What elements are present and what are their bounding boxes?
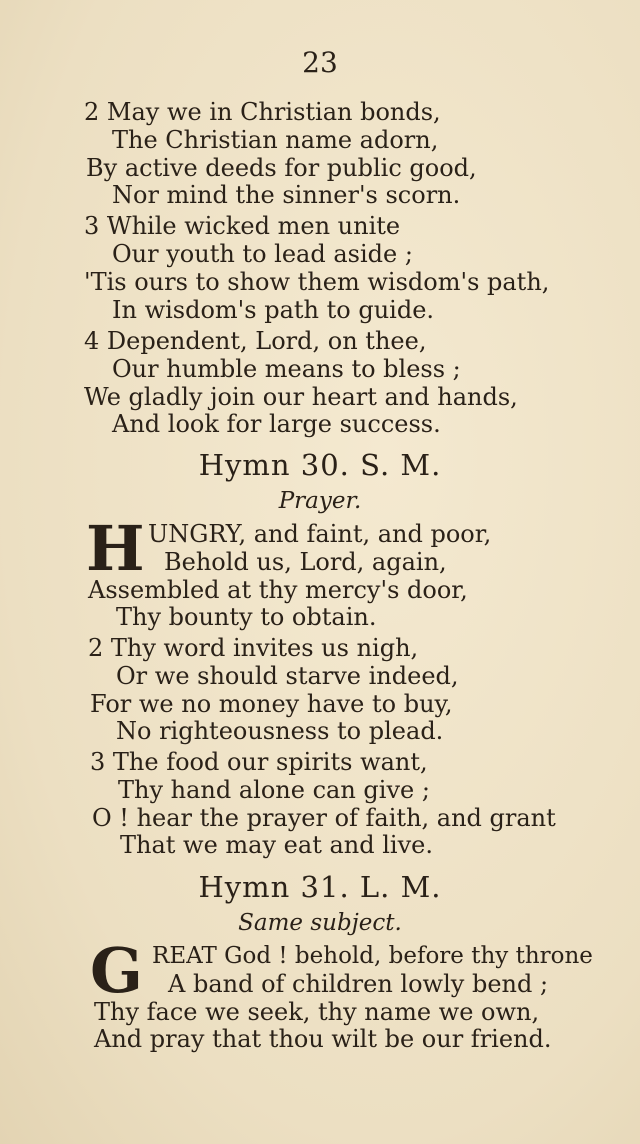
hymn-subtitle: Same subject. (238, 910, 402, 936)
verse-line: Our humble means to bless ; (112, 355, 461, 383)
verse-line: 3 The food our spirits want, (90, 748, 428, 776)
verse-line: Nor mind the sinner's scorn. (112, 181, 461, 209)
hymn-subtitle: Prayer. (278, 488, 362, 514)
verse-line: Thy hand alone can give ; (118, 776, 430, 804)
hymn-title: Hymn 30. S. M. (198, 448, 442, 482)
verse-line: A band of children lowly bend ; (168, 970, 549, 998)
verse-line: We gladly join our heart and hands, (84, 383, 518, 411)
verse-line: 2 Thy word invites us nigh, (88, 634, 419, 662)
verse-line: 3 While wicked men unite (84, 212, 401, 240)
verse-line: And pray that thou wilt be our friend. (94, 1025, 552, 1053)
verse-line: Or we should starve indeed, (116, 662, 459, 690)
verse-line: That we may eat and live. (120, 831, 433, 859)
verse-line: 'Tis ours to show them wisdom's path, (84, 268, 550, 296)
verse-line: The Christian name adorn, (112, 126, 439, 154)
verse-line: For we no money have to buy, (90, 690, 453, 718)
verse-line: And look for large success. (112, 410, 441, 438)
verse-line: UNGRY, and faint, and poor, (148, 520, 492, 548)
verse-line: By active deeds for public good, (86, 154, 477, 182)
verse-line: In wisdom's path to guide. (112, 296, 435, 324)
verse-line: No righteousness to plead. (116, 717, 444, 745)
drop-cap: G (90, 934, 143, 1007)
hymn-title: Hymn 31. L. M. (198, 870, 442, 904)
verse-line: Assembled at thy mercy's door, (88, 576, 468, 604)
verse-line: 4 Dependent, Lord, on thee, (84, 327, 427, 355)
verse-line: Thy bounty to obtain. (116, 603, 377, 631)
page-number: 23 (302, 46, 338, 79)
verse-line: Our youth to lead aside ; (112, 240, 413, 268)
verse-line: REAT God ! behold, before thy throne (152, 943, 593, 969)
verse-line: Thy face we seek, thy name we own, (94, 998, 540, 1026)
verse-line: Behold us, Lord, again, (164, 548, 447, 576)
verse-line: O ! hear the prayer of faith, and grant (92, 804, 556, 832)
drop-cap: H (86, 512, 145, 585)
verse-line: 2 May we in Christian bonds, (84, 98, 441, 126)
